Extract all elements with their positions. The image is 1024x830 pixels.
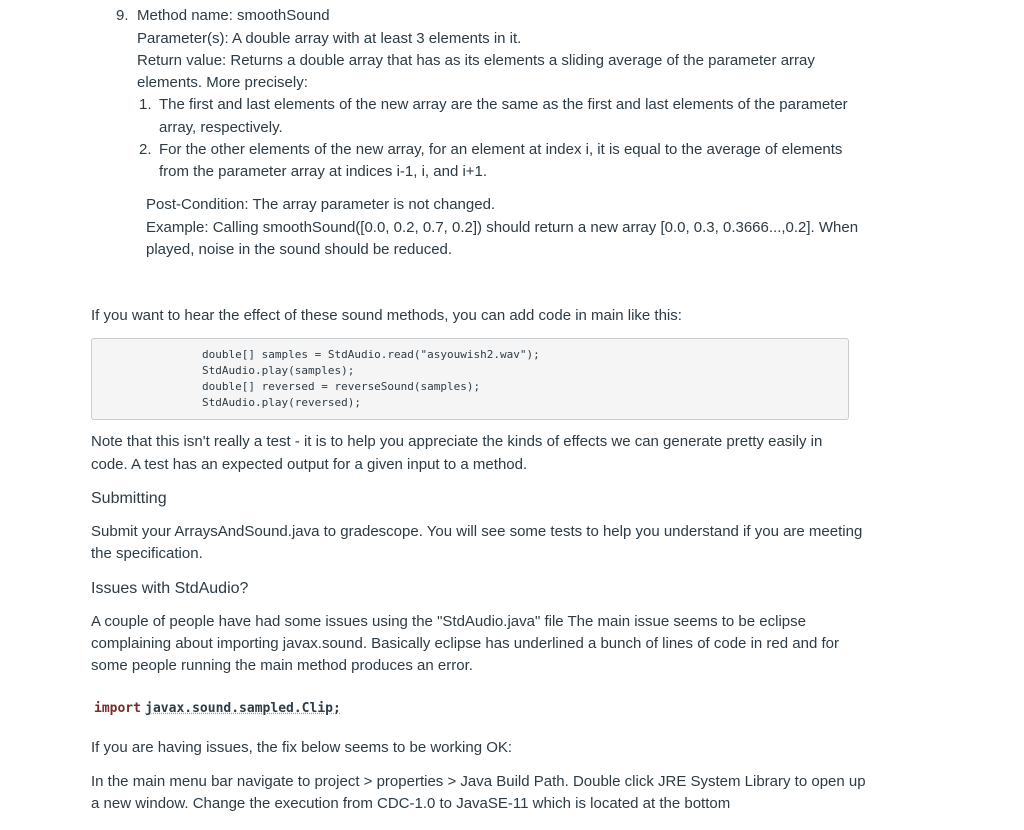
sub-list-item-cont: array, respectively. bbox=[159, 119, 283, 136]
issues-text-cont: complaining about importing javax.sound. Basically eclipse has underlined a bunch of lines of code in red and for bbox=[91, 635, 839, 652]
fix-intro-text: If you are having issues, the fix below seems to be working OK: bbox=[91, 739, 513, 756]
code-line: double[] samples = StdAudio.read("asyouwish2.wav"); bbox=[202, 348, 540, 361]
code-line: StdAudio.play(reversed); bbox=[202, 396, 361, 409]
return-value-text: Return value: Returns a double array that has as its elements a sliding average of the parameter array bbox=[137, 52, 815, 69]
sub-list-number: 2. bbox=[139, 141, 152, 158]
method-name: Method name: smoothSound bbox=[137, 7, 330, 24]
code-line: double[] reversed = reverseSound(samples); bbox=[202, 380, 481, 393]
issues-text-cont: some people running the main method produces an error. bbox=[91, 657, 473, 674]
code-block bbox=[91, 338, 849, 420]
import-package: javax.sound.sampled.Clip; bbox=[145, 701, 341, 716]
import-keyword: import bbox=[94, 701, 141, 716]
issues-heading: Issues with StdAudio? bbox=[91, 580, 249, 597]
submitting-heading: Submitting bbox=[91, 490, 167, 507]
fix-text: In the main menu bar navigate to project > properties > Java Build Path. Double click JRE System Library to open up bbox=[91, 773, 866, 790]
list-number: 9. bbox=[116, 7, 129, 24]
sub-list-number: 1. bbox=[139, 96, 152, 113]
submit-text: Submit your ArraysAndSound.java to gradescope. You will see some tests to help you understand if you are meeting bbox=[91, 523, 863, 540]
example-text-cont: played, noise in the sound should be reduced. bbox=[146, 241, 453, 258]
sub-list-item: For the other elements of the new array, for an element at index i, it is equal to the average of elements bbox=[159, 141, 843, 158]
fix-text-cont: a new window. Change the execution from CDC-1.0 to JavaSE-11 which is located at the bottom bbox=[91, 795, 731, 812]
submit-text-cont: the specification. bbox=[91, 545, 203, 562]
issues-text: A couple of people have had some issues using the "StdAudio.java" file The main issue seems to be eclipse bbox=[91, 613, 806, 630]
sub-list-item-cont: from the parameter array at indices i-1, i, and i+1. bbox=[159, 163, 488, 180]
code-line: StdAudio.play(samples); bbox=[202, 364, 355, 377]
return-value-text-cont: elements. More precisely: bbox=[137, 74, 308, 91]
hear-intro-text: If you want to hear the effect of these sound methods, you can add code in main like this: bbox=[91, 307, 682, 324]
post-condition: Post-Condition: The array parameter is not changed. bbox=[146, 196, 496, 213]
note-text-cont: code. A test has an expected output for a given input to a method. bbox=[91, 456, 528, 473]
import-statement bbox=[94, 697, 341, 720]
note-text: Note that this isn't really a test - it is to help you appreciate the kinds of effects we can generate pretty easily in bbox=[91, 433, 823, 450]
sub-list-item: The first and last elements of the new array are the same as the first and last elements of the parameter bbox=[159, 96, 848, 113]
example-text: Example: Calling smoothSound([0.0, 0.2, 0.7, 0.2]) should return a new array [0.0, 0.3, 0.3666...,0.2]. When bbox=[146, 219, 859, 236]
parameters-text: Parameter(s): A double array with at least 3 elements in it. bbox=[137, 30, 522, 47]
